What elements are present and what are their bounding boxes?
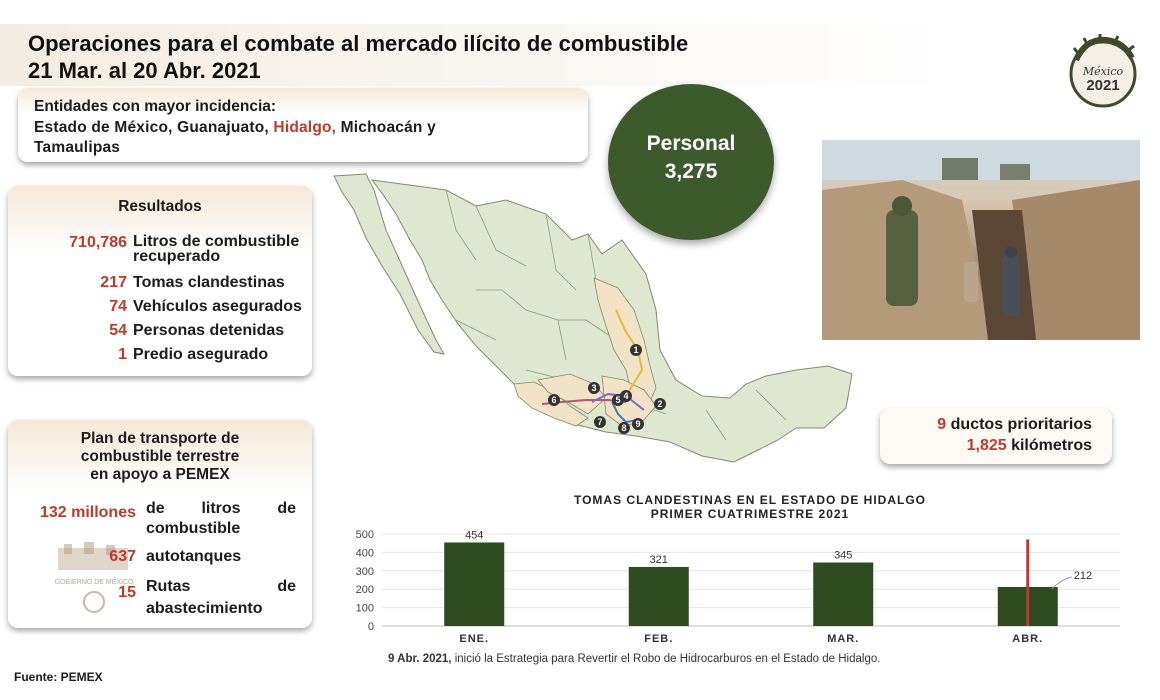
plan-label: abastecimiento [146, 600, 263, 617]
category-label: ENE. [459, 633, 490, 645]
resultado-label: Personas detenidas [133, 322, 285, 339]
svg-text:7: 7 [597, 417, 603, 427]
plan-label: combustible [146, 520, 241, 537]
y-tick-label: 200 [355, 584, 374, 597]
data-label: 454 [465, 529, 484, 542]
resultado-row [12, 298, 302, 316]
source-note: Fuente: PEMEX [14, 670, 103, 684]
title-line-2: 21 Mar. al 20 Abr. 2021 [28, 58, 261, 83]
resultado-row [12, 346, 268, 364]
plan-num: 15 [118, 584, 136, 601]
bar [813, 563, 873, 626]
resultado-label: Tomas clandestinas [133, 274, 285, 291]
plan-label: autotanques [146, 548, 242, 565]
resultado-num: 217 [100, 274, 127, 291]
entidades-part2: Michoacán y [336, 119, 436, 136]
svg-text:1: 1 [633, 345, 639, 355]
resultado-row [12, 234, 299, 264]
resultado-num: 1 [118, 346, 127, 363]
plan-heading: Plan de transporte de combustible terrestre en apoyo a PEMEX [80, 430, 240, 483]
plan-label: de litros de [146, 500, 296, 517]
svg-text:GOBIERNO DE MÉXICO: GOBIERNO DE MÉXICO [54, 579, 134, 586]
plan-num: 637 [109, 548, 136, 565]
footnote: 9 Abr. 2021, inició la Estrategia para Revertir el Robo de Hidrocarburos en el Estado de Hidalgo. [388, 653, 881, 665]
y-tick-label: 100 [355, 602, 374, 615]
entidades-part1: Estado de México, Guanajuato, [34, 119, 274, 136]
chart-title-line1: TOMAS CLANDESTINAS EN EL ESTADO DE HIDALGO [573, 493, 927, 507]
svg-text:4: 4 [623, 391, 629, 401]
chart-title [420, 493, 1080, 521]
resultado-num: 54 [109, 322, 127, 339]
y-tick-label: 0 [367, 621, 374, 633]
ductos-box [880, 408, 1112, 464]
entidades-highlight: Hidalgo, [273, 119, 337, 136]
resultados-heading: Resultados [118, 198, 202, 215]
plan-transporte-box [8, 420, 312, 628]
chart-subtitle: PRIMER CUATRIMESTRE 2021 [650, 507, 850, 521]
category-label: MAR. [827, 633, 860, 645]
category-label: ABR. [1012, 633, 1044, 645]
svg-text:6: 6 [551, 395, 557, 405]
personal-label: Personal [646, 132, 736, 155]
data-label: 345 [834, 549, 853, 562]
entidades-line2: Tamaulipas [34, 139, 121, 156]
data-label: 212 [1073, 569, 1093, 582]
svg-text:3: 3 [591, 383, 597, 393]
plan-label: Rutas de [146, 578, 296, 595]
plan-num: 132 millones [39, 504, 136, 521]
svg-text:2021: 2021 [1086, 77, 1120, 94]
resultado-label: Vehículos asegurados [133, 298, 302, 315]
entidades-heading: Entidades con mayor incidencia: [34, 98, 277, 115]
y-tick-label: 400 [355, 547, 374, 560]
page-title [28, 30, 688, 84]
category-label: FEB. [644, 633, 674, 645]
bar [629, 567, 689, 626]
svg-text:2: 2 [657, 399, 663, 409]
bar-chart [330, 524, 1130, 652]
personal-value: 3,275 [664, 160, 718, 183]
resultado-row [12, 274, 285, 292]
svg-text:5: 5 [615, 395, 621, 405]
svg-text:9: 9 [635, 419, 641, 429]
mexico-map [326, 170, 866, 470]
data-label: 321 [649, 553, 668, 566]
kilometros-line: 1,825 kilómetros [966, 437, 1092, 454]
mexico-2021-logo [1066, 30, 1140, 110]
ductos-line: 9 ductos prioritarios [937, 416, 1092, 433]
svg-text:México: México [1082, 65, 1124, 78]
svg-text:8: 8 [621, 423, 627, 433]
entidades-list [34, 118, 594, 158]
y-tick-label: 300 [355, 565, 374, 578]
soldiers-photo [822, 140, 1140, 340]
entidades-box [18, 88, 588, 162]
bar [444, 542, 504, 626]
resultado-label: Predio asegurado [133, 346, 269, 363]
y-tick-label: 500 [355, 529, 374, 541]
resultado-row [12, 322, 284, 340]
title-line-1: Operaciones para el combate al mercado ilícito de combustible [28, 31, 689, 56]
resultados-box [8, 186, 312, 376]
resultado-num: 710,786 [69, 234, 127, 251]
resultado-label: Litros de combustible recuperado [133, 233, 300, 265]
resultado-num: 74 [109, 298, 127, 315]
